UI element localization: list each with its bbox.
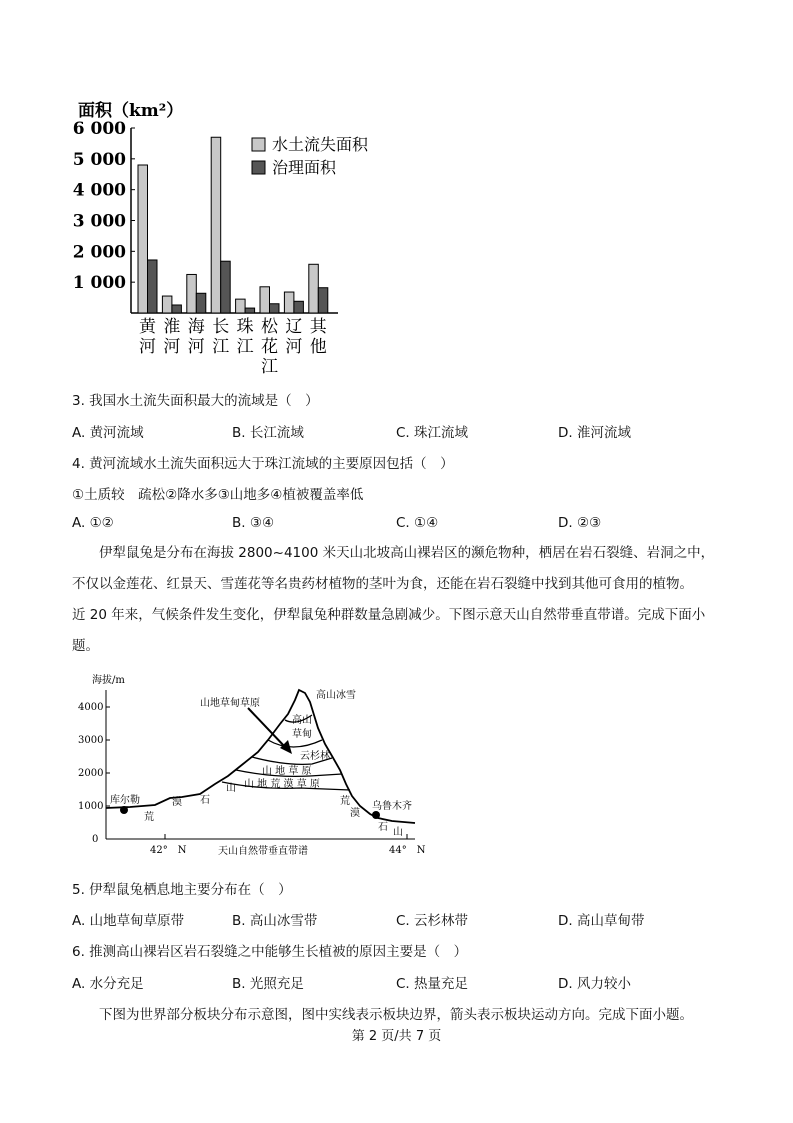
legend-label-loss: 水土流失面积: [272, 135, 369, 154]
category-label: 花: [261, 337, 278, 357]
category-label: 河: [187, 337, 205, 357]
q3-option-c[interactable]: C. 珠江流域: [396, 425, 469, 441]
category-label: 海: [187, 317, 205, 337]
diagram-y-ticks: [106, 707, 110, 806]
ytick-2000: 2000: [78, 768, 104, 779]
lat-44: 44° N: [389, 845, 426, 856]
ytick-label: 2 000: [72, 242, 126, 263]
korla-marker: [120, 806, 128, 814]
ytick-3000: 3000: [78, 735, 104, 746]
plate-intro-line: 下图为世界部分板块分布示意图，图中实线表示板块边界，箭头表示板块运动方向。完成下面小题。: [99, 1007, 693, 1023]
ytick-label: 6 000: [72, 119, 126, 139]
q6-option-c[interactable]: C. 热量充足: [396, 976, 469, 992]
ytick-label: 5 000: [72, 149, 126, 170]
left-desert-2: 漠: [172, 797, 182, 808]
right-desert-2: 漠: [350, 808, 360, 819]
question-5: 5. 伊犁鼠兔栖息地主要分布在（ ）: [72, 882, 292, 898]
lat-42: 42° N: [150, 845, 187, 856]
zone-alpine-meadow-1: 高山: [292, 715, 312, 726]
bar-treated-area: [148, 260, 158, 313]
urumqi-marker: [372, 811, 380, 819]
passage-line-3: 近 20 年来，气候条件发生变化，伊犁鼠兔种群数量急剧减少。下图示意天山自然带垂直带谱。完成下面小: [72, 607, 706, 623]
passage-line-1: 伊犁鼠兔是分布在海拔 2800~4100 米天山北坡高山裸岩区的濒危物种，栖居在岩石裂缝、岩洞之中，: [99, 545, 715, 561]
tianshan-vertical-zonation-diagram: [0, 660, 793, 865]
chart-ylabel: 面积（km²）: [78, 101, 184, 121]
ytick-4000: 4000: [78, 702, 104, 713]
right-desert-4: 山: [393, 827, 403, 838]
legend-swatch-treated: [252, 161, 265, 174]
q5-option-a[interactable]: A. 山地草甸草原带: [72, 913, 185, 929]
zone-snow: 高山冰雪: [316, 690, 356, 701]
category-label: 松: [261, 317, 278, 337]
question-4-statements: ①土质较 疏松②降水多③山地多④植被覆盖率低: [72, 487, 364, 503]
bar-loss-area: [236, 299, 246, 313]
category-label: 江: [212, 337, 230, 357]
q5-option-b[interactable]: B. 高山冰雪带: [232, 913, 318, 929]
ytick-label: 3 000: [72, 211, 126, 232]
q3-option-d[interactable]: D. 淮河流域: [558, 425, 631, 441]
right-desert-1: 荒: [340, 796, 350, 807]
bar-chart: [0, 0, 793, 380]
bar-treated-area: [196, 293, 206, 313]
q5-option-c[interactable]: C. 云杉林带: [396, 913, 469, 929]
q4-option-a[interactable]: A. ①②: [72, 515, 114, 531]
category-label: 河: [163, 337, 181, 357]
category-label: 辽: [285, 317, 303, 337]
question-4: 4. 黄河流域水土流失面积远大于珠江流域的主要原因包括（ ）: [72, 456, 454, 472]
q6-option-a[interactable]: A. 水分充足: [72, 976, 144, 992]
category-label: 黄: [139, 317, 156, 337]
chart-legend: [252, 135, 369, 177]
category-label: 淮: [163, 317, 181, 337]
bar-loss-area: [138, 165, 148, 313]
bar-loss-area: [211, 137, 221, 313]
passage-line-4: 题。: [72, 638, 99, 654]
callout-label: 山地草甸草原: [200, 698, 260, 709]
q4-option-b[interactable]: B. ③④: [232, 515, 275, 531]
zone-spruce: 云杉林: [300, 751, 330, 762]
diagram-ylabel: 海拔/m: [92, 675, 125, 686]
reading-passage: [72, 538, 732, 662]
left-desert-4: 山: [226, 783, 236, 794]
page-footer: 第 2 页/共 7 页: [351, 1029, 442, 1044]
q5-option-d[interactable]: D. 高山草甸带: [558, 913, 645, 929]
bar-treated-area: [294, 301, 304, 313]
q6-option-b[interactable]: B. 光照充足: [232, 976, 304, 992]
legend-label-treated: 治理面积: [272, 158, 337, 177]
question-6: 6. 推测高山裸岩区岩石裂缝之中能够生长植被的原因主要是（ ）: [72, 944, 468, 960]
diagram-caption: 天山自然带垂直带谱: [218, 846, 308, 857]
zone-desert-steppe: 山 地 荒 漠 草 原: [244, 779, 320, 790]
category-label: 他: [309, 337, 327, 357]
q6-option-d[interactable]: D. 风力较小: [558, 976, 631, 992]
bar-loss-area: [260, 287, 270, 313]
bar-loss-area: [284, 292, 294, 313]
question-3: 3. 我国水土流失面积最大的流域是（ ）: [72, 393, 319, 409]
bar-treated-area: [245, 308, 255, 313]
ytick-label: 4 000: [72, 180, 126, 201]
category-label: 河: [139, 337, 156, 357]
bar-treated-area: [270, 304, 280, 313]
category-label: 江: [236, 337, 254, 357]
q4-option-c[interactable]: C. ①④: [396, 515, 439, 531]
left-desert-1: 荒: [144, 812, 154, 823]
category-label: 其: [309, 317, 327, 337]
mountain-profile: [106, 690, 415, 823]
city-urumqi: 乌鲁木齐: [372, 801, 412, 812]
bar-treated-area: [221, 261, 231, 313]
city-korla: 库尔勒: [110, 795, 140, 806]
bar-loss-area: [309, 264, 319, 313]
category-label: 河: [285, 337, 303, 357]
q4-option-d[interactable]: D. ②③: [558, 515, 602, 531]
ytick-label: 1 000: [72, 273, 126, 294]
category-label: 江: [261, 357, 278, 377]
zone-alpine-meadow-2: 草甸: [292, 729, 312, 740]
bar-treated-area: [318, 288, 328, 313]
zone-mountain-steppe: 山 地 草 原: [262, 766, 312, 777]
category-label: 珠: [236, 317, 254, 337]
bar-loss-area: [162, 296, 172, 313]
right-desert-3: 石: [378, 822, 388, 833]
q3-option-b[interactable]: B. 长江流域: [232, 425, 304, 441]
ytick-1000: 1000: [78, 801, 104, 812]
category-label: 长: [212, 317, 230, 337]
q3-option-a[interactable]: A. 黄河流域: [72, 425, 144, 441]
bar-loss-area: [187, 274, 197, 313]
passage-line-2: 不仅以金莲花、红景天、雪莲花等名贵药材植物的茎叶为食，还能在岩石裂缝中找到其他可食用的植物。: [72, 576, 693, 592]
left-desert-3: 石: [200, 795, 210, 806]
bar-treated-area: [172, 305, 182, 313]
legend-swatch-loss: [252, 138, 265, 151]
ytick-0: 0: [92, 834, 99, 845]
